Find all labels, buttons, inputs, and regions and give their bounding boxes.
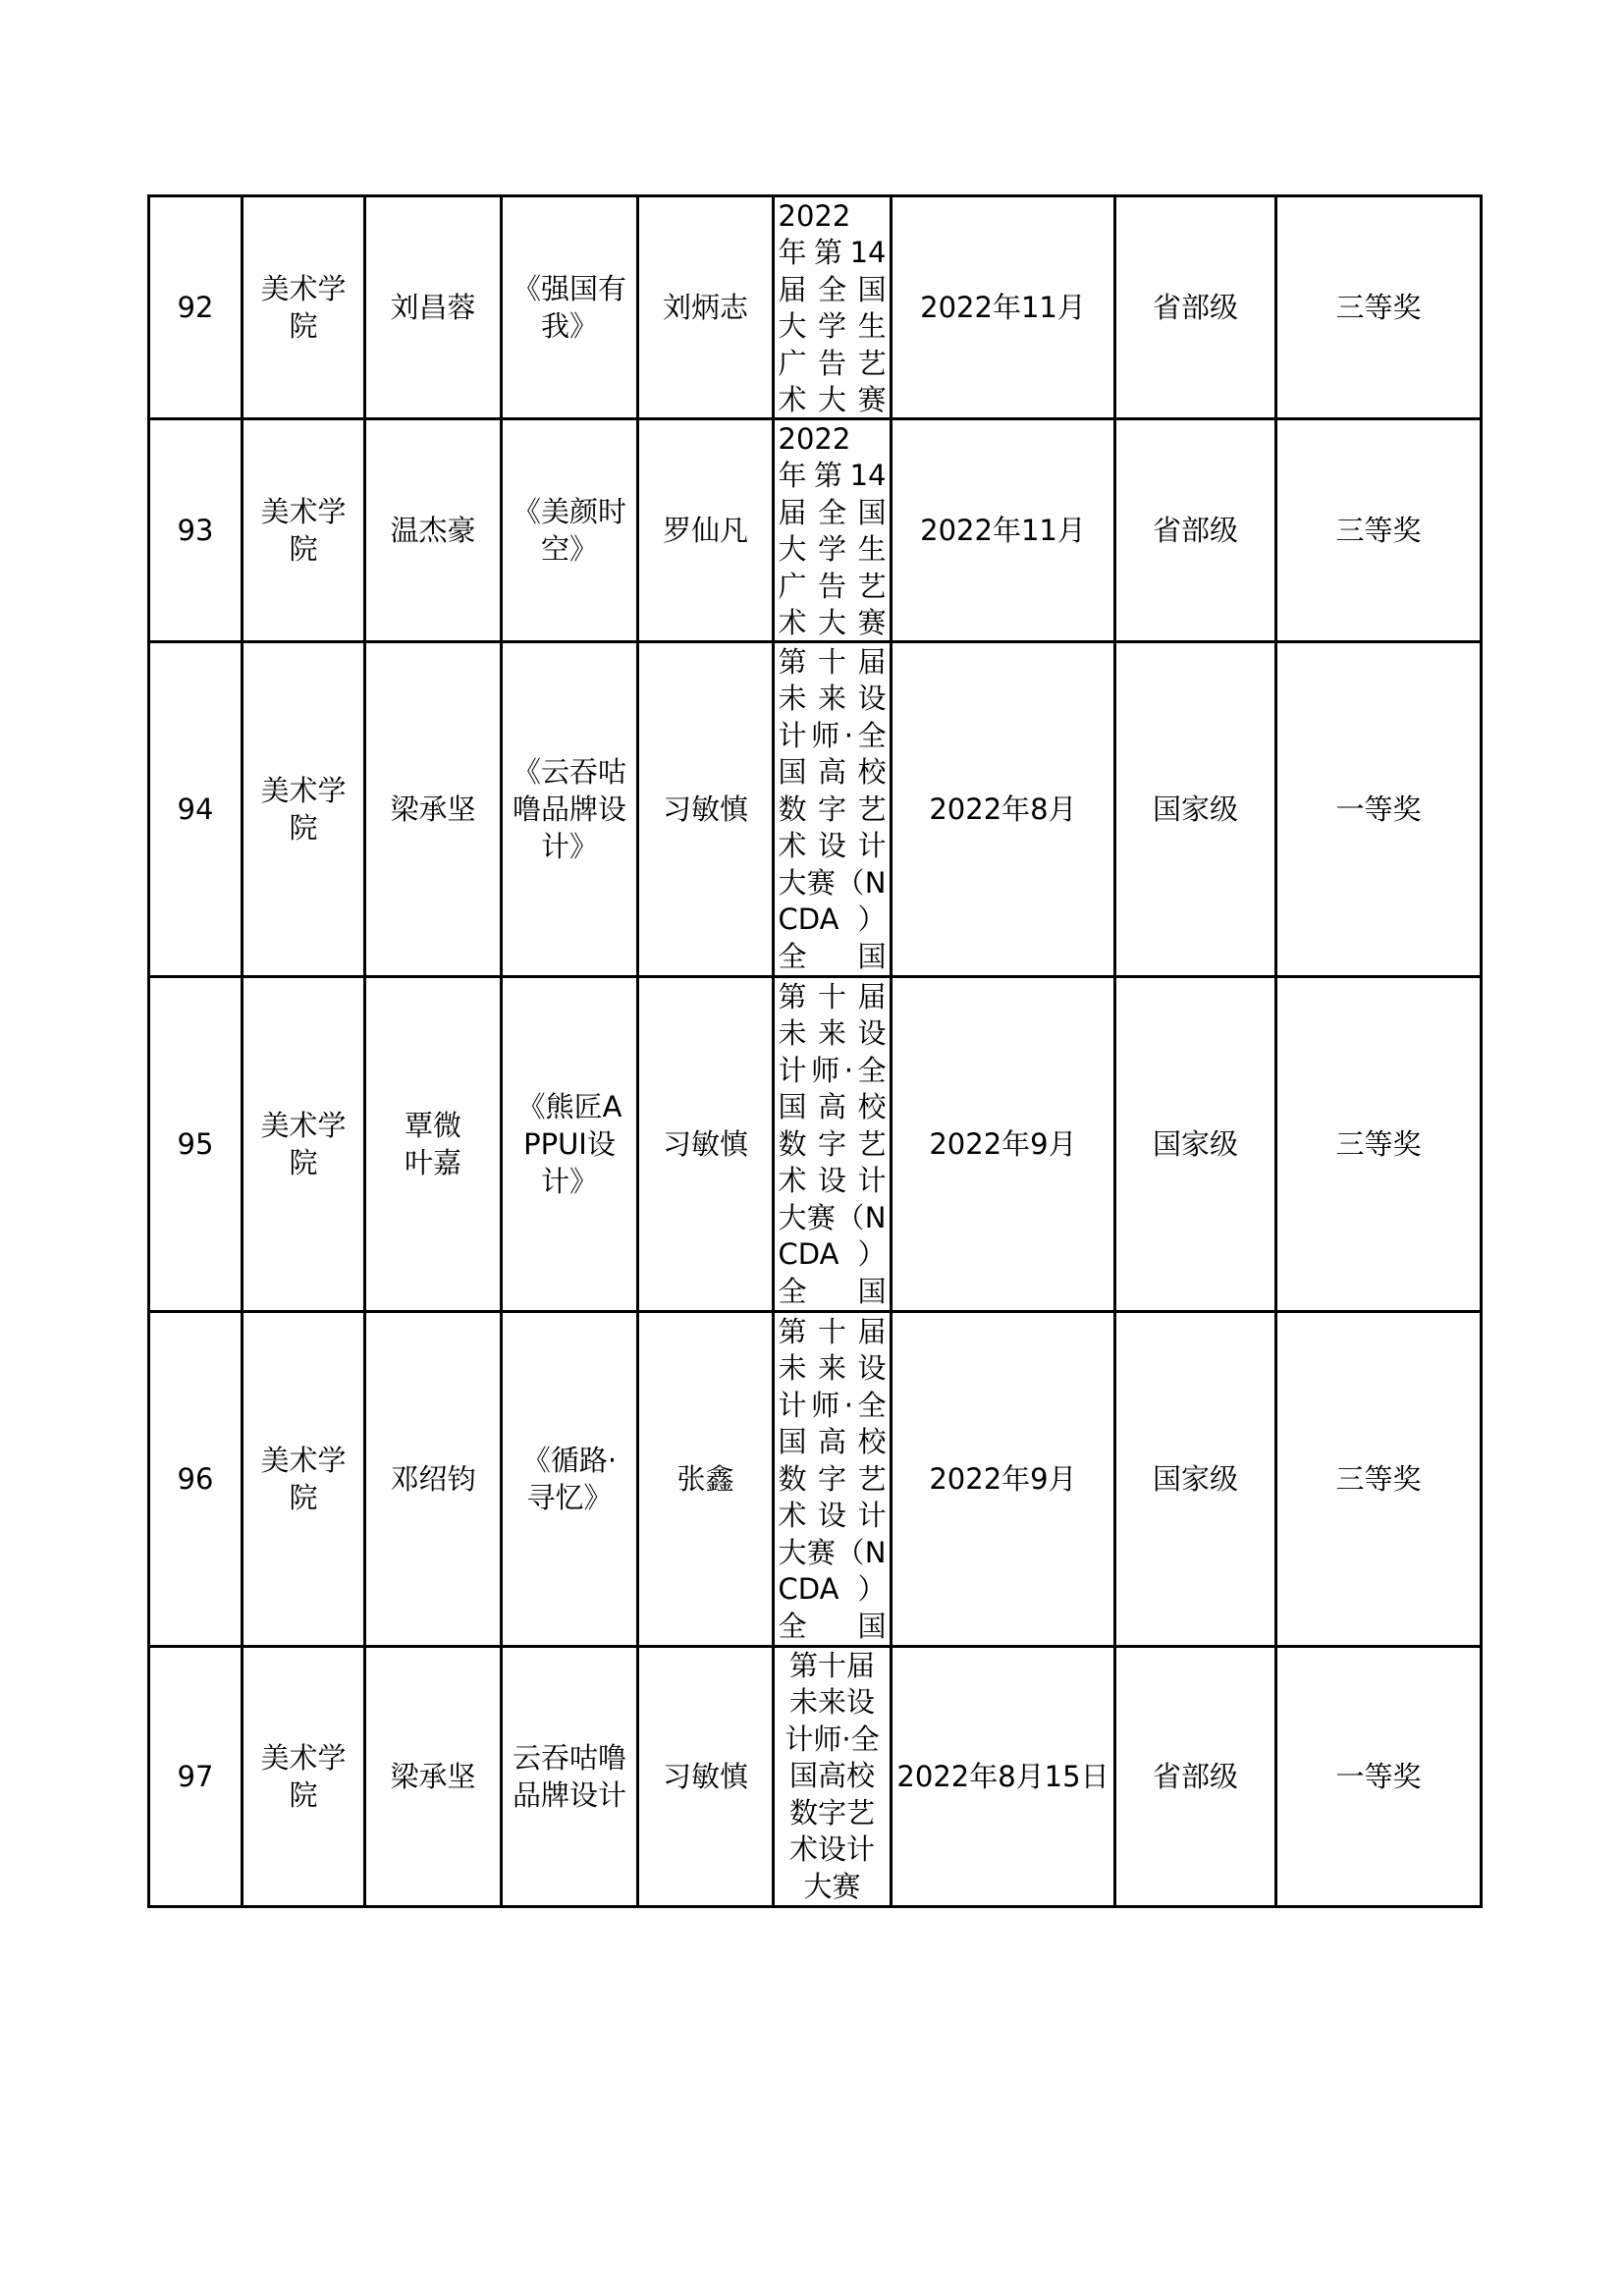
level-cell: 省部级 — [1115, 196, 1276, 419]
row-number-cell: 93 — [149, 419, 243, 642]
level-cell: 省部级 — [1115, 1647, 1276, 1907]
work-title-cell: 《熊匠APPUI设计》 — [502, 977, 638, 1312]
college-cell: 美术学院 — [243, 1647, 365, 1907]
row-number-cell: 97 — [149, 1647, 243, 1907]
awards-table — [147, 194, 1483, 1908]
competition-cell: 第十届未来设计师·全国高校数字艺术设计大赛（NCDA）全国 — [774, 642, 892, 977]
award-cell: 三等奖 — [1276, 419, 1482, 642]
award-cell: 三等奖 — [1276, 196, 1482, 419]
date-cell: 2022年9月 — [892, 1312, 1115, 1647]
table-row — [149, 1647, 1482, 1907]
level-cell: 省部级 — [1115, 419, 1276, 642]
teacher-cell: 刘炳志 — [638, 196, 774, 419]
work-title-cell: 《美颜时空》 — [502, 419, 638, 642]
competition-cell: 第十届未来设计师·全国高校数字艺术设计大赛（NCDA）全国 — [774, 1312, 892, 1647]
student-cell: 覃微叶嘉 — [365, 977, 502, 1312]
date-cell: 2022年9月 — [892, 977, 1115, 1312]
award-cell: 一等奖 — [1276, 642, 1482, 977]
table-row — [149, 196, 1482, 419]
student-cell: 梁承坚 — [365, 642, 502, 977]
college-cell: 美术学院 — [243, 419, 365, 642]
award-cell: 一等奖 — [1276, 1647, 1482, 1907]
table-row — [149, 977, 1482, 1312]
student-cell: 梁承坚 — [365, 1647, 502, 1907]
college-cell: 美术学院 — [243, 977, 365, 1312]
row-number-cell: 96 — [149, 1312, 243, 1647]
college-cell: 美术学院 — [243, 196, 365, 419]
work-title-cell: 云吞咕噜品牌设计 — [502, 1647, 638, 1907]
date-cell: 2022年8月 — [892, 642, 1115, 977]
competition-cell: 第十届未来设计师·全国高校数字艺术设计大赛 — [774, 1647, 892, 1907]
level-cell: 国家级 — [1115, 642, 1276, 977]
award-cell: 三等奖 — [1276, 1312, 1482, 1647]
row-number-cell: 92 — [149, 196, 243, 419]
table-row — [149, 419, 1482, 642]
table-row — [149, 1312, 1482, 1647]
teacher-cell: 张鑫 — [638, 1312, 774, 1647]
date-cell: 2022年11月 — [892, 196, 1115, 419]
date-cell: 2022年8月15日 — [892, 1647, 1115, 1907]
work-title-cell: 《云吞咕噜品牌设计》 — [502, 642, 638, 977]
teacher-cell: 习敏慎 — [638, 642, 774, 977]
competition-cell: 2022 年第14届全国大学生广告艺术大赛 — [774, 196, 892, 419]
teacher-cell: 习敏慎 — [638, 977, 774, 1312]
row-number-cell: 95 — [149, 977, 243, 1312]
row-number-cell: 94 — [149, 642, 243, 977]
level-cell: 国家级 — [1115, 977, 1276, 1312]
college-cell: 美术学院 — [243, 1312, 365, 1647]
student-cell: 邓绍钧 — [365, 1312, 502, 1647]
level-cell: 国家级 — [1115, 1312, 1276, 1647]
table-row — [149, 642, 1482, 977]
teacher-cell: 罗仙凡 — [638, 419, 774, 642]
teacher-cell: 习敏慎 — [638, 1647, 774, 1907]
competition-cell: 2022 年第14届全国大学生广告艺术大赛 — [774, 419, 892, 642]
student-cell: 刘昌蓉 — [365, 196, 502, 419]
work-title-cell: 《强国有我》 — [502, 196, 638, 419]
date-cell: 2022年11月 — [892, 419, 1115, 642]
work-title-cell: 《循路·寻忆》 — [502, 1312, 638, 1647]
award-cell: 三等奖 — [1276, 977, 1482, 1312]
college-cell: 美术学院 — [243, 642, 365, 977]
competition-cell: 第十届未来设计师·全国高校数字艺术设计大赛（NCDA）全国 — [774, 977, 892, 1312]
student-cell: 温杰豪 — [365, 419, 502, 642]
